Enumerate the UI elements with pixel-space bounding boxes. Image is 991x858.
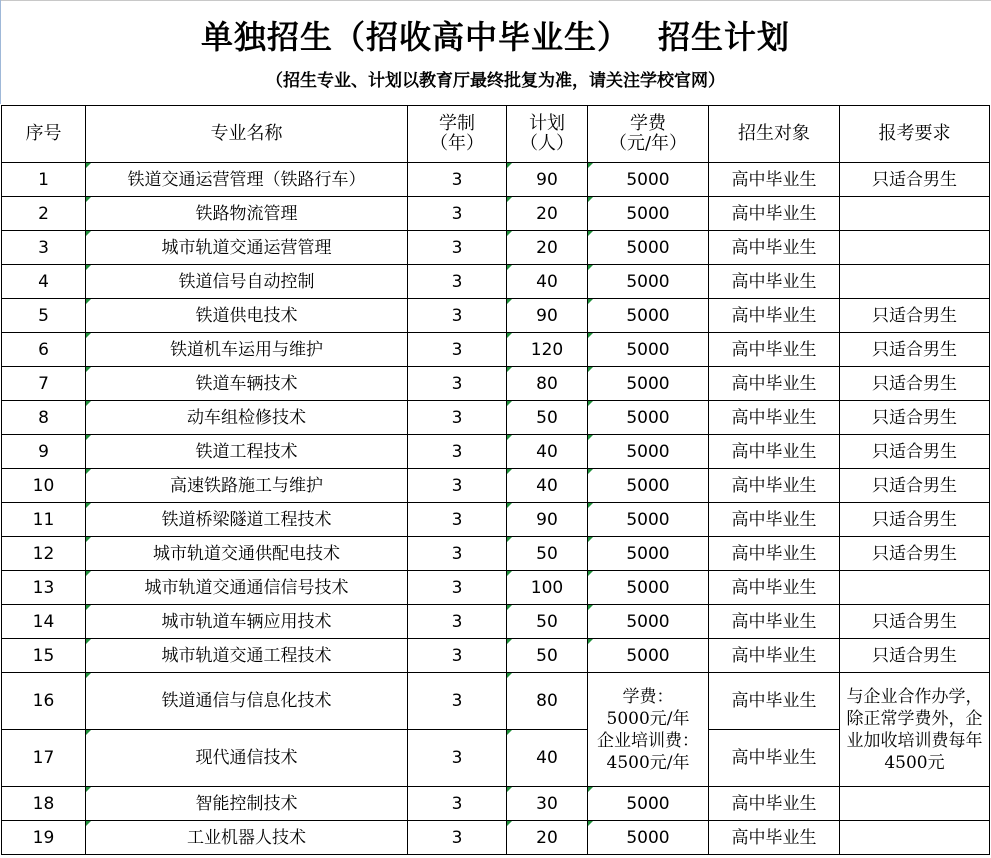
table-row <box>2 821 990 855</box>
fee-note-line: 5000元/年 <box>606 708 690 729</box>
cell-years: 3 <box>408 469 507 503</box>
cell-years: 3 <box>408 197 507 231</box>
cell-target: 高中毕业生 <box>709 333 840 367</box>
fee-note-line: 学费： <box>622 686 674 707</box>
cell-fee: 5000 <box>588 787 709 821</box>
cell-requirement <box>840 821 990 855</box>
cell-quota: 90 <box>507 503 588 537</box>
cell-years: 3 <box>408 401 507 435</box>
cell-index: 12 <box>2 537 86 571</box>
cell-index: 5 <box>2 299 86 333</box>
cell-index: 7 <box>2 367 86 401</box>
cell-major: 智能控制技术 <box>86 787 408 821</box>
cell-index: 3 <box>2 231 86 265</box>
cell-target: 高中毕业生 <box>709 571 840 605</box>
table-row <box>2 469 990 503</box>
sheet-top-edge <box>0 0 991 1</box>
cell-quota: 50 <box>507 401 588 435</box>
cell-years: 3 <box>408 231 507 265</box>
cell-fee: 5000 <box>588 469 709 503</box>
cell-fee: 5000 <box>588 401 709 435</box>
cell-major: 城市轨道车辆应用技术 <box>86 605 408 639</box>
cell-major: 城市轨道交通运营管理 <box>86 231 408 265</box>
table-row <box>2 333 990 367</box>
cell-requirement <box>840 231 990 265</box>
cell-major: 工业机器人技术 <box>86 821 408 855</box>
cell-fee: 5000 <box>588 639 709 673</box>
cell-index: 8 <box>2 401 86 435</box>
cell-major: 铁路物流管理 <box>86 197 408 231</box>
cell-quota: 80 <box>507 367 588 401</box>
cell-target: 高中毕业生 <box>709 299 840 333</box>
title-main: 单独招生（招收高中毕业生） <box>200 18 630 56</box>
table-row <box>2 265 990 299</box>
cell-index: 17 <box>2 730 86 787</box>
cell-fee: 5000 <box>588 231 709 265</box>
cell-index: 4 <box>2 265 86 299</box>
cell-target: 高中毕业生 <box>709 231 840 265</box>
cell-quota: 100 <box>507 571 588 605</box>
cell-major: 城市轨道交通供配电技术 <box>86 537 408 571</box>
cell-quota: 40 <box>507 730 588 787</box>
table-row <box>2 367 990 401</box>
cell-quota: 20 <box>507 821 588 855</box>
cell-quota: 50 <box>507 537 588 571</box>
cell-quota: 20 <box>507 231 588 265</box>
cell-requirement: 只适合男生 <box>840 367 990 401</box>
cell-requirement <box>840 787 990 821</box>
cell-years: 3 <box>408 299 507 333</box>
cell-major: 现代通信技术 <box>86 730 408 787</box>
enrollment-plan-table <box>1 105 990 855</box>
cell-requirement: 只适合男生 <box>840 537 990 571</box>
table-row <box>2 673 990 730</box>
cell-requirement: 只适合男生 <box>840 435 990 469</box>
title-plan: 招生计划 <box>658 18 791 56</box>
cell-quota: 90 <box>507 299 588 333</box>
table-row <box>2 163 990 197</box>
table-row <box>2 299 990 333</box>
cell-requirement-merged: 与企业合作办学，除正常学费外，企业加收培训费每年4500元 <box>840 673 990 787</box>
cell-requirement: 只适合男生 <box>840 605 990 639</box>
cell-years: 3 <box>408 571 507 605</box>
cell-major: 铁道信号自动控制 <box>86 265 408 299</box>
header-quota: 计划 （人） <box>507 106 588 163</box>
cell-quota: 90 <box>507 163 588 197</box>
table-row <box>2 435 990 469</box>
header-major: 专业名称 <box>86 106 408 163</box>
cell-years: 3 <box>408 730 507 787</box>
cell-major: 铁道通信与信息化技术 <box>86 673 408 730</box>
cell-fee: 5000 <box>588 503 709 537</box>
cell-fee: 5000 <box>588 197 709 231</box>
cell-major: 铁道车辆技术 <box>86 367 408 401</box>
cell-index: 6 <box>2 333 86 367</box>
cell-major: 铁道桥梁隧道工程技术 <box>86 503 408 537</box>
cell-index: 1 <box>2 163 86 197</box>
cell-fee: 5000 <box>588 333 709 367</box>
cell-years: 3 <box>408 537 507 571</box>
cell-quota: 40 <box>507 435 588 469</box>
cell-fee: 5000 <box>588 163 709 197</box>
cell-target: 高中毕业生 <box>709 197 840 231</box>
cell-target: 高中毕业生 <box>709 673 840 730</box>
header-years: 学制 （年） <box>408 106 507 163</box>
table-row <box>2 605 990 639</box>
table-row <box>2 503 990 537</box>
cell-years: 3 <box>408 787 507 821</box>
cell-target: 高中毕业生 <box>709 401 840 435</box>
cell-years: 3 <box>408 673 507 730</box>
header-fee: 学费 （元/年） <box>588 106 709 163</box>
cell-major: 动车组检修技术 <box>86 401 408 435</box>
cell-index: 15 <box>2 639 86 673</box>
table-header-row <box>2 106 990 163</box>
cell-target: 高中毕业生 <box>709 821 840 855</box>
cell-quota: 120 <box>507 333 588 367</box>
cell-requirement: 只适合男生 <box>840 299 990 333</box>
header-requirement: 报考要求 <box>840 106 990 163</box>
table-row <box>2 571 990 605</box>
cell-target: 高中毕业生 <box>709 730 840 787</box>
cell-requirement: 只适合男生 <box>840 333 990 367</box>
cell-index: 10 <box>2 469 86 503</box>
table-row <box>2 537 990 571</box>
cell-index: 13 <box>2 571 86 605</box>
cell-target: 高中毕业生 <box>709 367 840 401</box>
cell-target: 高中毕业生 <box>709 163 840 197</box>
cell-fee: 5000 <box>588 821 709 855</box>
cell-years: 3 <box>408 435 507 469</box>
cell-quota: 40 <box>507 265 588 299</box>
cell-quota: 50 <box>507 639 588 673</box>
cell-requirement: 只适合男生 <box>840 469 990 503</box>
cell-index: 16 <box>2 673 86 730</box>
cell-quota: 30 <box>507 787 588 821</box>
table-row <box>2 231 990 265</box>
cell-target: 高中毕业生 <box>709 605 840 639</box>
table-row <box>2 197 990 231</box>
cell-requirement: 只适合男生 <box>840 401 990 435</box>
cell-fee: 5000 <box>588 299 709 333</box>
cell-target: 高中毕业生 <box>709 537 840 571</box>
fee-note-line: 企业培训费： <box>597 730 699 751</box>
header-index: 序号 <box>2 106 86 163</box>
cell-major: 城市轨道交通通信信号技术 <box>86 571 408 605</box>
cell-requirement <box>840 197 990 231</box>
cell-target: 高中毕业生 <box>709 469 840 503</box>
cell-quota: 80 <box>507 673 588 730</box>
cell-years: 3 <box>408 265 507 299</box>
cell-years: 3 <box>408 821 507 855</box>
cell-major: 高速铁路施工与维护 <box>86 469 408 503</box>
cell-fee: 5000 <box>588 367 709 401</box>
cell-requirement <box>840 571 990 605</box>
cell-requirement: 只适合男生 <box>840 503 990 537</box>
cell-index: 14 <box>2 605 86 639</box>
page-subtitle: （招生专业、计划以教育厅最终批复为准，请关注学校官网） <box>266 71 725 91</box>
cell-quota: 40 <box>507 469 588 503</box>
cell-target: 高中毕业生 <box>709 265 840 299</box>
cell-major: 铁道机车运用与维护 <box>86 333 408 367</box>
cell-target: 高中毕业生 <box>709 435 840 469</box>
cell-requirement: 只适合男生 <box>840 163 990 197</box>
cell-quota: 50 <box>507 605 588 639</box>
fee-note-line: 4500元/年 <box>606 752 690 773</box>
table-row <box>2 639 990 673</box>
cell-fee: 5000 <box>588 537 709 571</box>
cell-index: 9 <box>2 435 86 469</box>
cell-years: 3 <box>408 163 507 197</box>
cell-years: 3 <box>408 503 507 537</box>
cell-index: 11 <box>2 503 86 537</box>
cell-index: 18 <box>2 787 86 821</box>
cell-years: 3 <box>408 333 507 367</box>
cell-requirement <box>840 265 990 299</box>
cell-years: 3 <box>408 605 507 639</box>
cell-target: 高中毕业生 <box>709 639 840 673</box>
cell-major: 铁道交通运营管理（铁路行车） <box>86 163 408 197</box>
table-row <box>2 401 990 435</box>
cell-requirement: 只适合男生 <box>840 639 990 673</box>
cell-years: 3 <box>408 367 507 401</box>
cell-fee: 5000 <box>588 571 709 605</box>
cell-major: 铁道工程技术 <box>86 435 408 469</box>
cell-index: 2 <box>2 197 86 231</box>
cell-major: 城市轨道交通工程技术 <box>86 639 408 673</box>
cell-major: 铁道供电技术 <box>86 299 408 333</box>
cell-fee: 5000 <box>588 435 709 469</box>
cell-fee: 5000 <box>588 265 709 299</box>
cell-target: 高中毕业生 <box>709 503 840 537</box>
cell-fee: 5000 <box>588 605 709 639</box>
cell-fee-merged <box>588 673 709 787</box>
cell-index: 19 <box>2 821 86 855</box>
header-target: 招生对象 <box>709 106 840 163</box>
table-row <box>2 787 990 821</box>
cell-target: 高中毕业生 <box>709 787 840 821</box>
cell-years: 3 <box>408 639 507 673</box>
cell-quota: 20 <box>507 197 588 231</box>
page-title <box>0 14 991 60</box>
